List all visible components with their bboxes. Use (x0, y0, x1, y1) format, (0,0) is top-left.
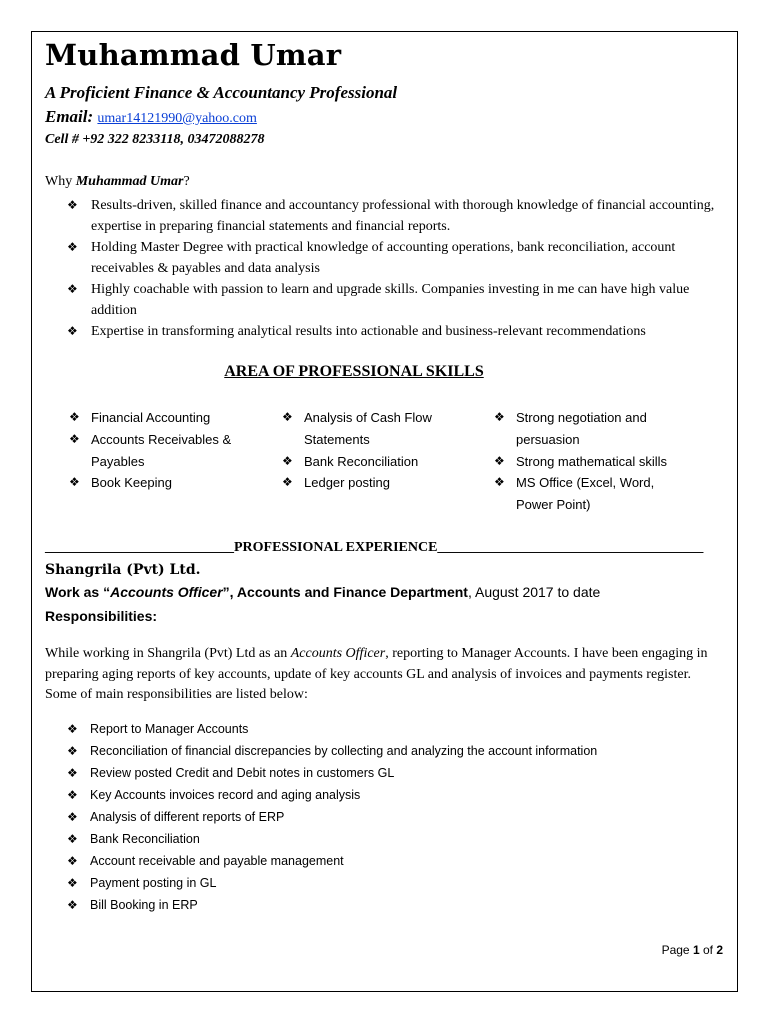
skills-column-2 (282, 407, 472, 494)
bullet-icon: ❖ (282, 475, 293, 490)
summary-text: Highly coachable with passion to learn and upgrade skills. Companies investing in me can have high value addition (91, 282, 690, 318)
page-total: 2 (716, 943, 723, 957)
skill-text: Bank Reconciliation (304, 453, 419, 469)
role-date: , August 2017 to date (467, 584, 601, 600)
why-prefix: Why (45, 174, 76, 189)
role-line (45, 584, 600, 600)
bullet-icon: ❖ (67, 854, 78, 868)
bullet-icon: ❖ (494, 453, 505, 468)
experience-heading: ___________________________PROFESSIONAL EXPERIENCE______________________________________ (45, 540, 704, 555)
bullet-icon: ❖ (67, 810, 78, 824)
responsibility-text: Bank Reconciliation (90, 832, 200, 846)
bullet-icon: ❖ (67, 766, 78, 780)
why-heading (45, 174, 190, 190)
responsibility-item (67, 828, 707, 850)
responsibilities-title: Responsibilities: (45, 608, 158, 624)
role-department: ”, Accounts and Finance Department (222, 584, 468, 600)
skills-heading: AREA OF PROFESSIONAL SKILLS (224, 363, 484, 380)
page-current: 1 (692, 943, 700, 957)
skill-item (69, 407, 259, 429)
summary-text: Expertise in transforming analytical results into actionable and business-relevant recommendations (91, 324, 646, 339)
skill-item (282, 407, 472, 451)
skill-text: Ledger posting (304, 475, 391, 491)
summary-item (67, 321, 727, 342)
skill-item (494, 407, 684, 451)
summary-text: Holding Master Degree with practical knowledge of accounting operations, bank reconciliation, account receivables & payables and data analysis (91, 240, 676, 276)
responsibility-text: Payment posting in GL (90, 876, 217, 890)
summary-text: Results-driven, skilled finance and accountancy professional with thorough knowledge of financial accounting, expertise in preparing financial statements and financial reports. (91, 198, 715, 234)
company-name: Shangrila (Pvt) Ltd. (45, 562, 201, 578)
responsibility-item (67, 762, 707, 784)
bullet-icon: ❖ (67, 240, 78, 254)
bullet-icon: ❖ (282, 453, 293, 468)
bullet-icon: ❖ (494, 475, 505, 490)
page-label: Page (661, 943, 693, 957)
why-name: Muhammad Umar (75, 174, 184, 189)
skill-item (282, 451, 472, 473)
bullet-icon: ❖ (69, 475, 80, 490)
responsibility-text: Key Accounts invoices record and aging analysis (90, 788, 361, 802)
responsibility-item (67, 872, 707, 894)
bullet-icon: ❖ (67, 832, 78, 846)
skills-column-1 (69, 407, 259, 494)
responsibility-item (67, 784, 707, 806)
responsibility-text: Analysis of different reports of ERP (90, 810, 285, 824)
page-of-label: of (699, 943, 717, 957)
role-title: Accounts Officer (110, 584, 223, 600)
bullet-icon: ❖ (67, 898, 78, 912)
page-number (662, 943, 723, 957)
responsibilities-intro (45, 644, 715, 706)
skill-text: Strong negotiation and persuasion (516, 410, 647, 447)
bullet-icon: ❖ (69, 431, 80, 446)
responsibility-text: Bill Booking in ERP (90, 898, 198, 912)
responsibility-item (67, 850, 707, 872)
responsibility-item (67, 740, 707, 762)
why-suffix: ? (183, 174, 190, 189)
email-label: Email: (45, 107, 94, 126)
bullet-icon: ❖ (282, 410, 293, 424)
responsibility-item (67, 718, 707, 740)
candidate-name: Muhammad Umar (45, 38, 342, 72)
summary-item (67, 195, 727, 237)
bullet-icon: ❖ (67, 324, 78, 338)
email-line (45, 107, 257, 127)
summary-item (67, 237, 727, 279)
responsibility-text: Report to Manager Accounts (90, 722, 249, 736)
role-prefix: Work as “ (45, 584, 111, 600)
responsibility-item (67, 806, 707, 828)
candidate-headline: A Proficient Finance & Accountancy Professional (45, 83, 398, 102)
skill-item (69, 472, 259, 494)
intro-role: Accounts Officer (290, 646, 386, 661)
responsibility-text: Reconciliation of financial discrepancies by collecting and analyzing the account information (90, 744, 598, 758)
skill-item (282, 472, 472, 494)
skill-text: Book Keeping (91, 475, 172, 491)
skill-text: MS Office (Excel, Word, Power Point) (516, 475, 655, 513)
responsibilities-list (67, 718, 707, 916)
intro-part-1: While working in Shangrila (Pvt) Ltd as an (45, 646, 291, 661)
bullet-icon: ❖ (69, 410, 80, 424)
bullet-icon: ❖ (67, 282, 78, 296)
skill-text: Analysis of Cash Flow Statements (304, 410, 432, 447)
cell-number: Cell # +92 322 8233118, 03472088278 (45, 132, 265, 147)
bullet-icon: ❖ (67, 788, 78, 802)
skill-item (494, 472, 684, 516)
bullet-icon: ❖ (494, 410, 505, 424)
bullet-icon: ❖ (67, 876, 78, 890)
bullet-icon: ❖ (67, 198, 78, 212)
responsibility-item (67, 894, 707, 916)
summary-list (67, 195, 727, 342)
skill-text: Financial Accounting (91, 410, 211, 425)
skill-text: Strong mathematical skills (516, 453, 667, 469)
intro-part-2: , reporting to Manager Accounts. I have been engaging in preparing aging reports of key accounts, update of key accounts GL and analysis of invoices and payments register. Some of main responsibilities are listed below: (45, 646, 708, 702)
responsibility-text: Account receivable and payable management (90, 854, 344, 868)
skills-column-3 (494, 407, 684, 516)
skill-item (494, 451, 684, 473)
bullet-icon: ❖ (67, 744, 78, 758)
email-link[interactable]: umar14121990@yahoo.com (97, 111, 257, 126)
skill-item (69, 429, 259, 473)
summary-item (67, 279, 727, 321)
skill-text: Accounts Receivables & Payables (91, 431, 232, 469)
responsibility-text: Review posted Credit and Debit notes in customers GL (90, 766, 395, 780)
bullet-icon: ❖ (67, 722, 78, 736)
